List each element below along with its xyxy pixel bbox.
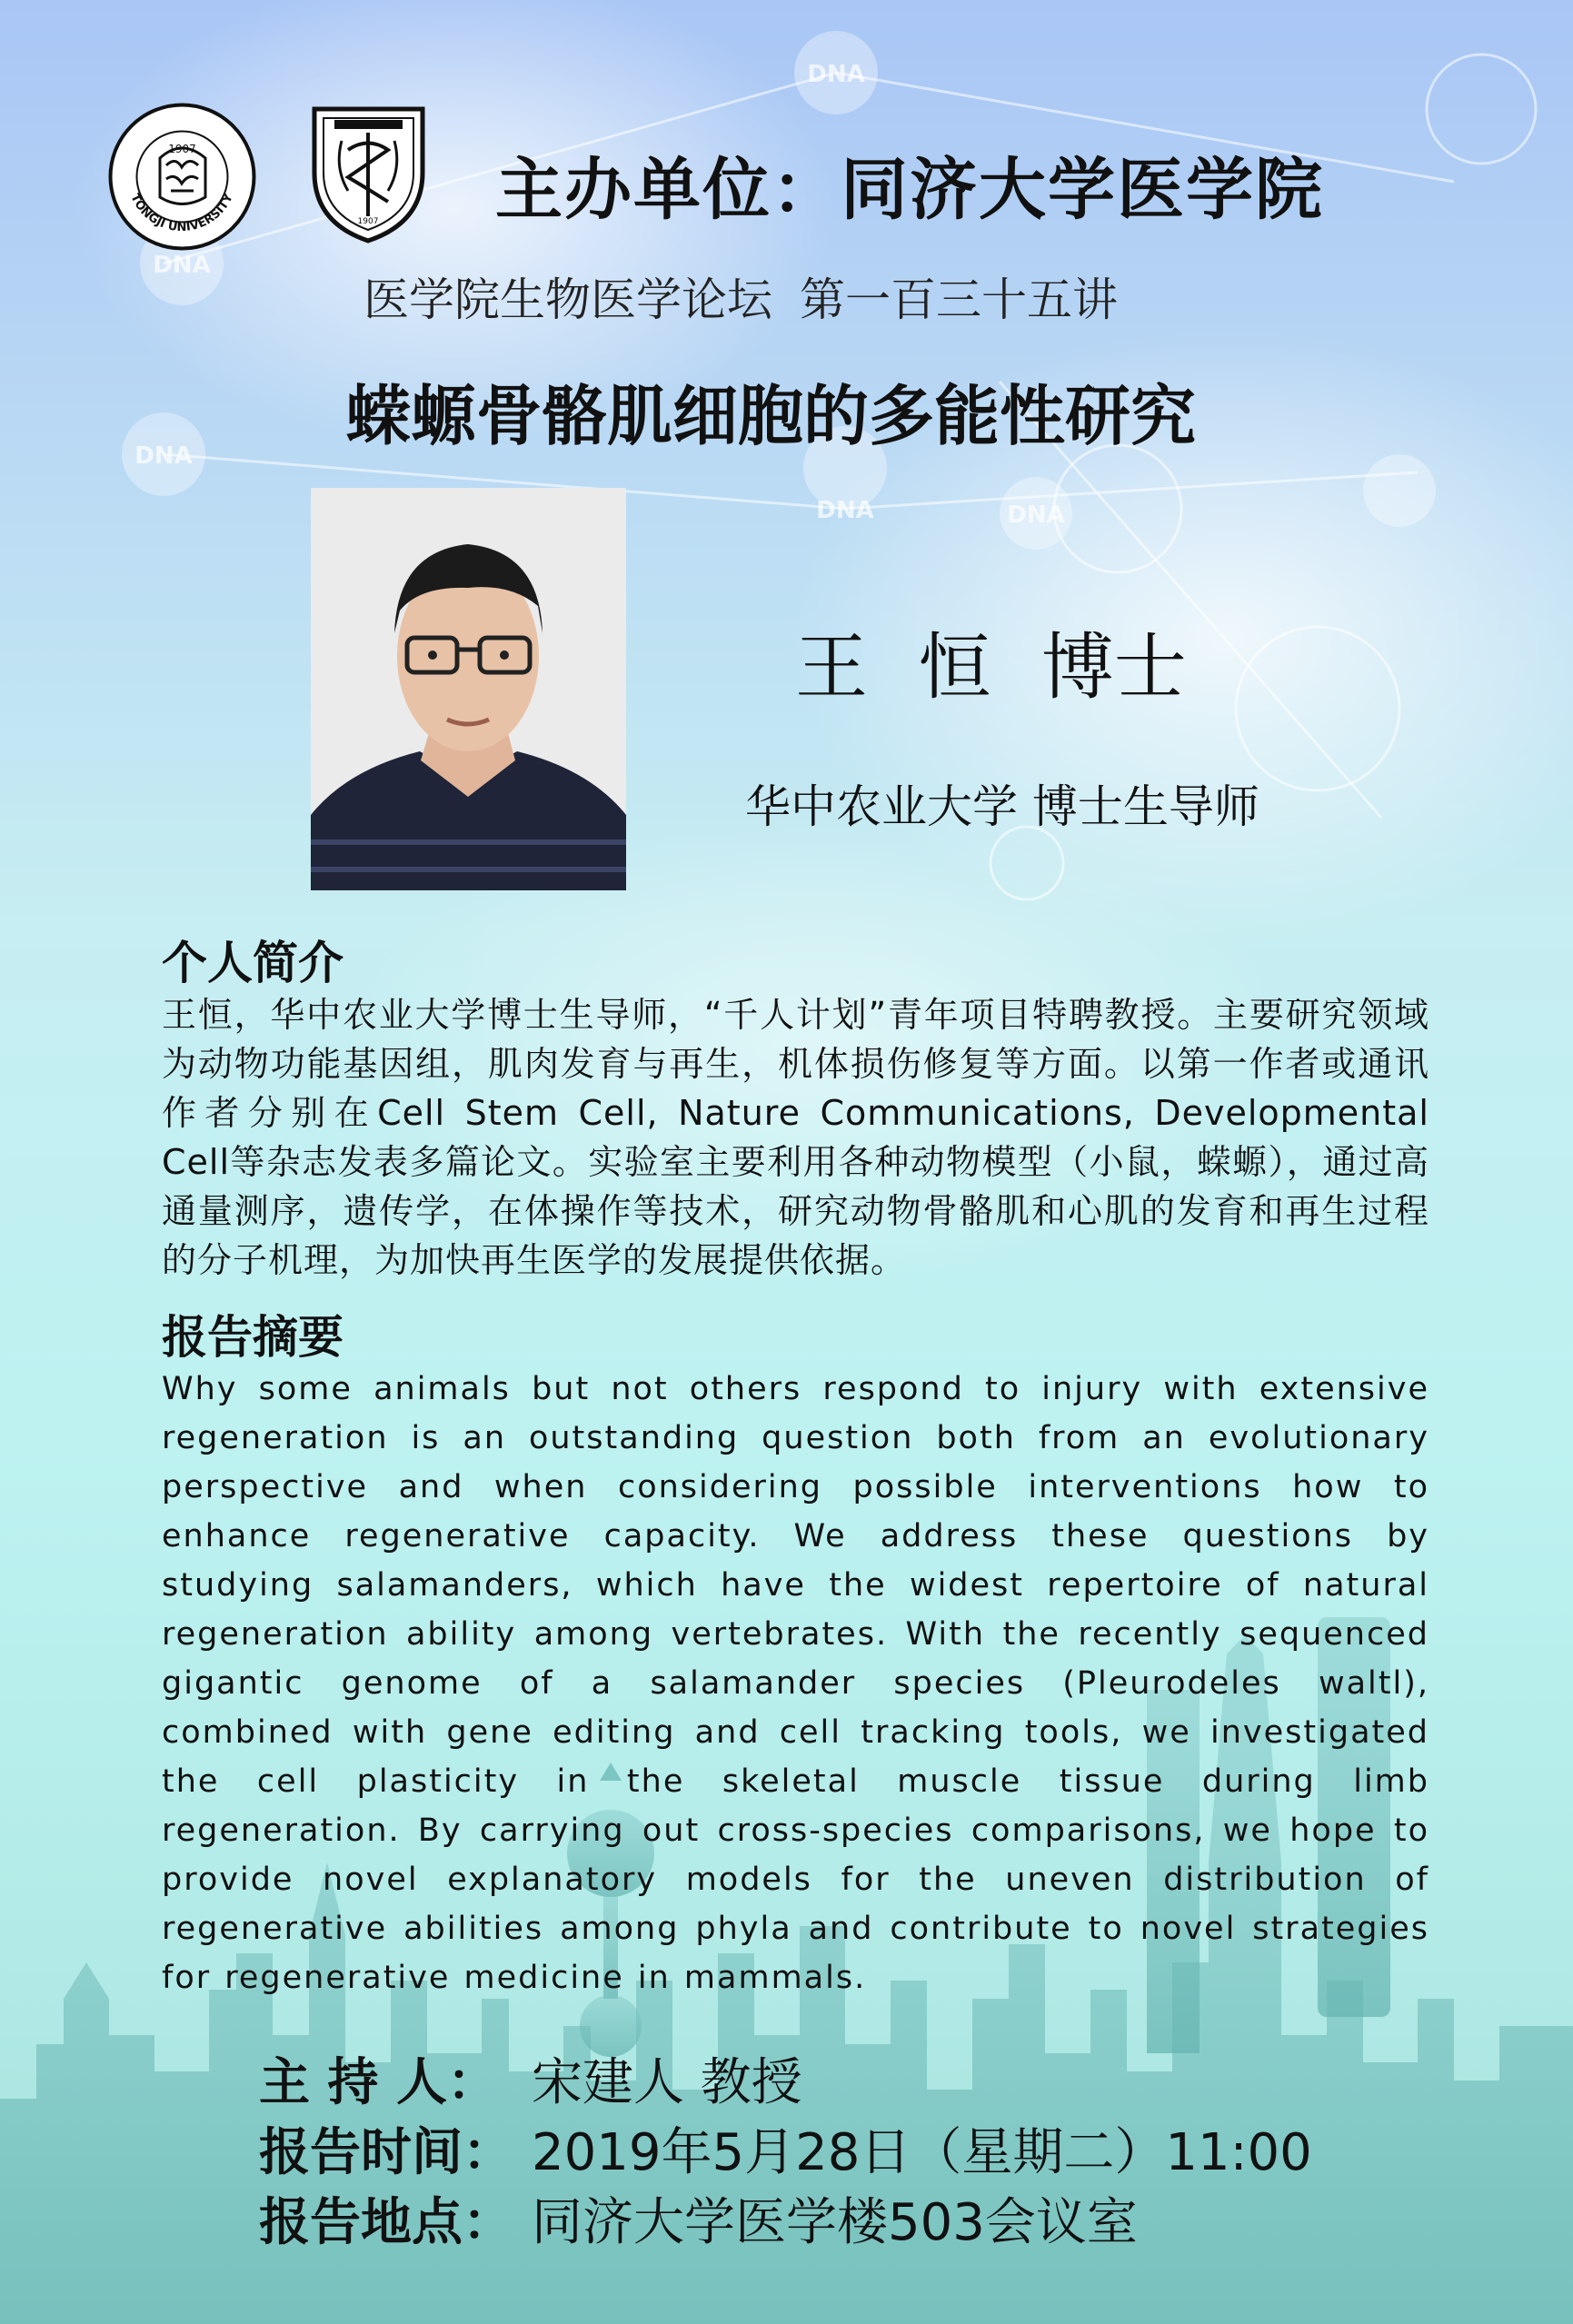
dna-label-3: DNA bbox=[134, 442, 193, 470]
forum-series: 医学院生物医学论坛 bbox=[363, 273, 772, 326]
tongji-university-seal bbox=[107, 102, 257, 252]
host-value: 宋建人 教授 bbox=[532, 2053, 802, 2112]
host-row bbox=[259, 2042, 802, 2115]
speaker-name: 王 恒 博士 bbox=[795, 625, 1187, 710]
dna-label-5: DNA bbox=[1007, 502, 1065, 529]
bio-heading: 个人简介 bbox=[162, 937, 343, 989]
speaker-photo bbox=[311, 488, 626, 890]
time-row bbox=[259, 2112, 1312, 2185]
time-label: 报告时间： bbox=[259, 2123, 513, 2182]
time-value: 2019年5月28日（星期二）11:00 bbox=[532, 2123, 1312, 2182]
speaker-affiliation: 华中农业大学 博士生导师 bbox=[745, 780, 1259, 833]
dna-label-4: DNA bbox=[816, 497, 874, 524]
host-label: 主 持 人： bbox=[259, 2053, 498, 2112]
seal-year: 1907 bbox=[168, 143, 196, 155]
lecture-number: 第一百三十五讲 bbox=[800, 273, 1118, 326]
organizer-heading: 主办单位：同济大学医学院 bbox=[495, 151, 1324, 229]
bio-text: 王恒，华中农业大学博士生导师，“千人计划”青年项目特聘教授。主要研究领域为动物功能基因组，肌肉发育与再生，机体损伤修复等方面。以第一作者或通讯作者分别在Cell Stem Cell, Nature Communications, Developmental Cell等杂志发表多篇论文。实验室主要利用各种动物模型（小鼠，蝾螈），通过高通量测序，遗传学，在体操作等技术，研究动物骨骼肌和心肌的发育和再生过程的分子机理，为加快再生医学的发展提供依据。 bbox=[162, 995, 1429, 1280]
abstract-heading: 报告摘要 bbox=[162, 1311, 343, 1364]
talk-title: 蝾螈骨骼肌细胞的多能性研究 bbox=[345, 378, 1197, 454]
abstract-text: Why some animals but not others respond to injury with extensive regeneration is an outstanding question both from an evolutionary perspective and when considering possible interventions how to enhance regenerative capacity. We address these questions by studying salamanders, which have the widest repertoire of natural regeneration ability among vertebrates. With the recently sequenced gigantic genome of a salamander species (Pleurodeles waltl), combined with gene editing and cell tracking tools, we investigated the cell plasticity in the skeletal muscle tissue during limb regeneration. By carrying out cross-species comparisons, we hope to provide novel explanatory models for the uneven distribution of regenerative abilities among phyla and contribute to novel strategies for regenerative medicine in mammals. bbox=[162, 1371, 1429, 1996]
location-label: 报告地点： bbox=[259, 2193, 513, 2252]
shield-year: 1907 bbox=[357, 217, 379, 226]
dna-label-1: DNA bbox=[807, 61, 865, 88]
seal-text: TONGJI UNIVERSITY bbox=[127, 192, 236, 235]
forum-series-line bbox=[363, 263, 1318, 329]
medical-school-shield bbox=[307, 100, 430, 245]
dna-label-2: DNA bbox=[153, 252, 211, 279]
location-value: 同济大学医学楼503会议室 bbox=[532, 2193, 1138, 2252]
location-row bbox=[259, 2182, 1138, 2255]
